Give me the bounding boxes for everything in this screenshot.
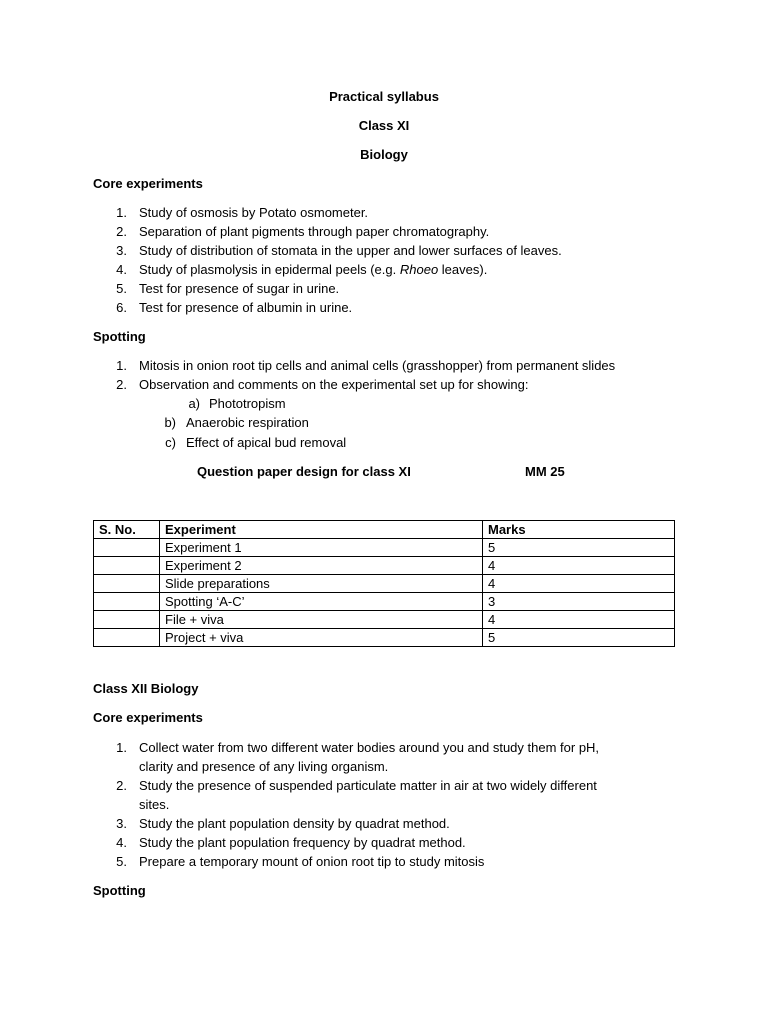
list-text-continued: clarity and presence of any living organism. — [139, 759, 389, 774]
cell-marks: 3 — [483, 593, 675, 611]
xii-title: Class XII Biology — [93, 681, 199, 696]
table-row — [94, 539, 675, 557]
cell-experiment: Experiment 2 — [160, 557, 483, 575]
table-header-row — [94, 521, 675, 539]
cell-experiment: File + viva — [160, 611, 483, 629]
list-number: 2. — [116, 778, 127, 793]
list-text — [139, 260, 487, 279]
list-text-start: Study of plasmolysis in epidermal peels (e.g. — [139, 262, 400, 277]
sub-list-letter: b) — [164, 415, 176, 430]
list-number: 4. — [116, 262, 127, 277]
cell-sno — [94, 557, 160, 575]
table-row — [94, 557, 675, 575]
list-number: 1. — [116, 740, 127, 755]
header-sno: S. No. — [94, 521, 160, 539]
list-text: Separation of plant pigments through paper chromatography. — [139, 224, 490, 239]
cell-sno — [94, 611, 160, 629]
cell-marks: 4 — [483, 611, 675, 629]
list-text: Test for presence of sugar in urine. — [139, 281, 340, 296]
sub-list-letter: c) — [165, 435, 176, 450]
italic-species-name: Rhoeo — [399, 262, 439, 277]
sub-list-text: Anaerobic respiration — [186, 415, 309, 430]
xii-spotting-heading: Spotting — [93, 883, 146, 898]
cell-sno — [94, 629, 160, 647]
table-row — [94, 629, 675, 647]
xii-core-heading: Core experiments — [93, 710, 203, 725]
list-text: Mitosis in onion root tip cells and animal cells (grasshopper) from permanent slides — [139, 358, 616, 373]
list-number: 5. — [116, 281, 127, 296]
list-text-continued: sites. — [139, 797, 170, 812]
cell-sno — [94, 593, 160, 611]
marks-table — [93, 520, 675, 647]
cell-sno — [94, 575, 160, 593]
list-number: 4. — [116, 835, 127, 850]
cell-marks: 4 — [483, 575, 675, 593]
cell-marks: 5 — [483, 629, 675, 647]
header-experiment: Experiment — [160, 521, 483, 539]
list-number: 3. — [116, 243, 127, 258]
cell-marks: 4 — [483, 557, 675, 575]
max-marks: MM 25 — [525, 464, 565, 479]
cell-experiment: Slide preparations — [160, 575, 483, 593]
list-text: Study the plant population density by quadrat method. — [139, 816, 450, 831]
xi-core-heading: Core experiments — [93, 176, 203, 191]
subject-label: Biology — [360, 147, 408, 162]
list-number: 1. — [116, 205, 127, 220]
cell-experiment: Project + viva — [160, 629, 483, 647]
cell-sno — [94, 539, 160, 557]
qp-design-title: Question paper design for class XI — [197, 464, 411, 479]
cell-marks: 5 — [483, 539, 675, 557]
sub-list-text: Phototropism — [209, 396, 286, 411]
list-number: 2. — [116, 377, 127, 392]
xi-spotting-heading: Spotting — [93, 329, 146, 344]
cell-experiment: Experiment 1 — [160, 539, 483, 557]
list-text: Study of osmosis by Potato osmometer. — [139, 205, 369, 220]
cell-experiment: Spotting ‘A-C’ — [160, 593, 483, 611]
table-row — [94, 611, 675, 629]
list-text: Study the plant population frequency by quadrat method. — [139, 835, 466, 850]
list-number: 6. — [116, 300, 127, 315]
list-number: 3. — [116, 816, 127, 831]
list-text: Study the presence of suspended particulate matter in air at two widely different — [139, 778, 597, 793]
sub-list-letter: a) — [188, 396, 200, 411]
header-marks: Marks — [483, 521, 675, 539]
list-number: 1. — [116, 358, 127, 373]
document-title: Practical syllabus — [329, 89, 439, 104]
table-row — [94, 593, 675, 611]
list-text: Observation and comments on the experimental set up for showing: — [139, 377, 529, 392]
list-text: Study of distribution of stomata in the upper and lower surfaces of leaves. — [139, 243, 562, 258]
class-label: Class XI — [358, 118, 410, 133]
list-text: Test for presence of albumin in urine. — [139, 300, 353, 315]
list-number: 2. — [116, 224, 127, 239]
list-text: Prepare a temporary mount of onion root tip to study mitosis — [139, 854, 485, 869]
sub-list-text: Effect of apical bud removal — [186, 435, 347, 450]
list-text-end: leaves). — [438, 262, 488, 277]
list-number: 5. — [116, 854, 127, 869]
list-text: Collect water from two different water bodies around you and study them for pH, — [139, 740, 600, 755]
table-row — [94, 575, 675, 593]
